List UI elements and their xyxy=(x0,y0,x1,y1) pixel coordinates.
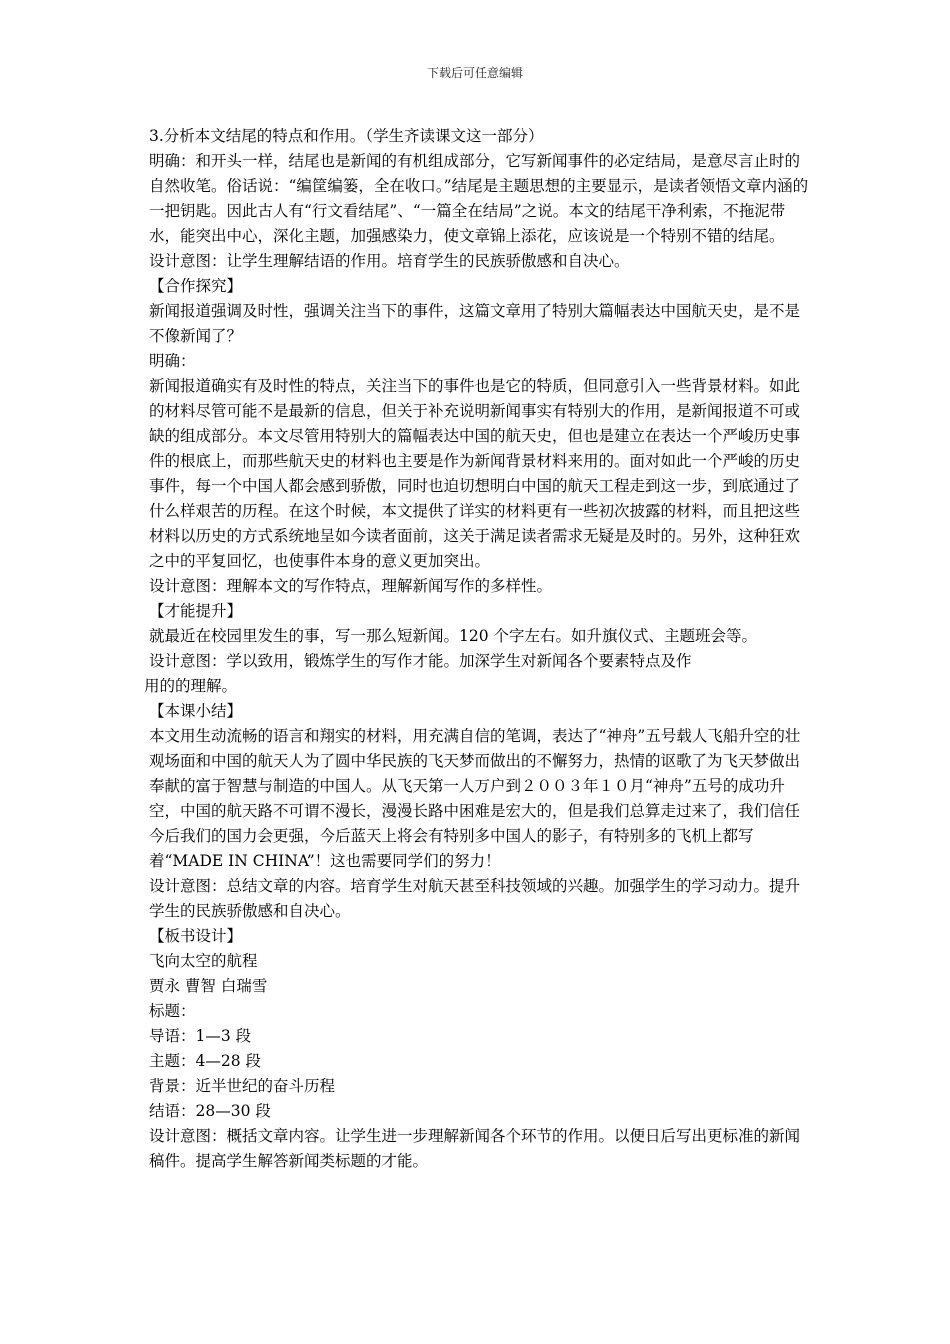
paragraph: 设计意图：学以致用，锻炼学生的写作才能。加深学生对新闻各个要素特点及作 xyxy=(149,652,692,670)
document-body xyxy=(144,124,812,1174)
paragraph: 导语：1—3 段 xyxy=(149,1027,252,1045)
paragraph: 结语：28—30 段 xyxy=(149,1102,271,1120)
paragraph: 标题： xyxy=(149,1002,196,1020)
paragraph: 设计意图：总结文章的内容。培育学生对航天甚至科技领域的兴趣。加强学生的学习动力。提升学生的民族骄傲感和自决心。 xyxy=(149,877,801,920)
paragraph: 明确： xyxy=(149,352,196,370)
paragraph: 设计意图：概括文章内容。让学生进一步理解新闻各个环节的作用。以便日后写出更标准的新闻稿件。提高学生解答新闻类标题的才能。 xyxy=(149,1127,801,1170)
paragraph: 飞向太空的航程 xyxy=(149,952,258,970)
paragraph: 贾永 曹智 白瑞雪 xyxy=(149,977,268,995)
paragraph: 3.分析本文结尾的特点和作用。（学生齐读课文这一部分） xyxy=(149,127,544,145)
paragraph: 新闻报道强调及时性，强调关注当下的事件，这篇文章用了特别大篇幅表达中国航天史，是不是不像新闻了？ xyxy=(149,302,801,345)
paragraph: 背景：近半世纪的奋斗历程 xyxy=(149,1077,336,1095)
paragraph: 设计意图：让学生理解结语的作用。培育学生的民族骄傲感和自决心。 xyxy=(149,252,630,270)
paragraph: 新闻报道确实有及时性的特点，关注当下的事件也是它的特质，但同意引入一些背景材料。如此的材料尽管可能不是最新的信息，但关于补充说明新闻事实有特别大的作用，是新闻报道不可或缺的组成部分。本文尽管用特别大的篇幅表达中国的航天史，但也是建立在表达一个严峻历史事件的根底上，而那些航天史的材料也主要是作为新闻背景材料来用的。面对如此一个严峻的历史事件，每一个中国人都会感到骄傲，同时也迫切想明白中国的航天工程走到这一步，到底通过了什么样艰苦的历程。在这个时候，本文提供了详实的材料更有一些初次披露的材料，而且把这些材料以历史的方式系统地呈如今读者面前，这关于满足读者需求无疑是及时的。另外，这种狂欢之中的平复回忆，也使事件本身的意义更加突出。 xyxy=(149,377,801,570)
page-header: 下载后可任意编辑 xyxy=(426,66,523,80)
paragraph: 【合作探究】 xyxy=(149,277,243,295)
paragraph: 【本课小结】 xyxy=(149,702,243,720)
paragraph: 主题：4—28 段 xyxy=(149,1052,262,1070)
paragraph: 本文用生动流畅的语言和翔实的材料，用充满自信的笔调，表达了“神舟”五号载人飞船升空的壮观场面和中国的航天人为了圆中华民族的飞天梦而做出的不懈努力，热情的讴歌了为飞天梦做出奉献的富于智慧与制造的中国人。从飞天第一人万户到２００３年１０月“神舟”五号的成功升空，中国的航天路不可谓不漫长，漫漫长路中困难是宏大的，但是我们总算走过来了，我们信任今后我们的国力会更强，今后蓝天上将会有特别多中国人的影子，有特别多的飞机上都写着“MADE IN CHINA”！这也需要同学们的努力！ xyxy=(149,727,801,870)
paragraph: 明确：和开头一样，结尾也是新闻的有机组成部分，它写新闻事件的必定结局，是意尽言止时的自然收笔。俗话说：“编筐编篓，全在收口。”结尾是主题思想的主要显示，是读者领悟文章内涵的一把钥匙。因此古人有“行文看结尾”、“一篇全在结局”之说。本文的结尾干净利索，不拖泥带水，能突出中心，深化主题，加强感染力，使文章锦上添花，应该说是一个特别不错的结尾。 xyxy=(149,152,809,245)
paragraph: 【才能提升】 xyxy=(149,602,243,620)
paragraph: 用的的理解。 xyxy=(144,677,238,695)
paragraph: 【板书设计】 xyxy=(149,927,243,945)
paragraph: 就最近在校园里发生的事，写一那么短新闻。120 个字左右。如升旗仪式、主题班会等。 xyxy=(149,627,758,645)
paragraph: 设计意图：理解本文的写作特点，理解新闻写作的多样性。 xyxy=(149,577,553,595)
